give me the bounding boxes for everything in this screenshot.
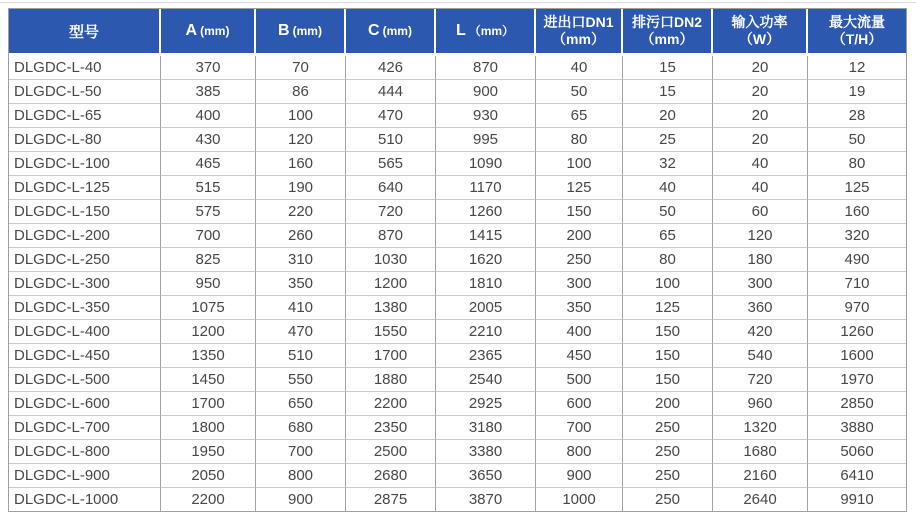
cell-value: 1620: [436, 248, 536, 272]
cell-value: 300: [713, 272, 808, 296]
table-row: [9, 416, 906, 440]
cell-value: 40: [536, 56, 623, 80]
table-row: [9, 320, 906, 344]
cell-value: 50: [536, 80, 623, 104]
header-unit: （mm）: [468, 24, 515, 38]
cell-value: 2365: [436, 344, 536, 368]
header-unit: （T/H）: [831, 31, 883, 47]
cell-value: 420: [713, 320, 808, 344]
cell-value: 360: [713, 296, 808, 320]
table-row: [9, 200, 906, 224]
cell-value: 40: [713, 176, 808, 200]
cell-value: 960: [713, 392, 808, 416]
cell-value: 15: [623, 80, 713, 104]
table-row: [9, 104, 906, 128]
cell-value: 970: [808, 296, 906, 320]
cell-value: 2640: [713, 488, 808, 511]
cell-value: 444: [346, 80, 436, 104]
cell-model: DLGDC-L-500: [9, 368, 161, 392]
cell-value: 3650: [436, 464, 536, 488]
cell-value: 320: [808, 224, 906, 248]
cell-value: 200: [623, 392, 713, 416]
cell-value: 250: [623, 464, 713, 488]
table-row: [9, 248, 906, 272]
cell-value: 510: [346, 128, 436, 152]
cell-value: 2680: [346, 464, 436, 488]
cell-value: 100: [536, 152, 623, 176]
header-label: L: [455, 22, 466, 39]
cell-value: 200: [536, 224, 623, 248]
col-header-a-mm: [161, 9, 256, 56]
table-row: [9, 488, 906, 511]
cell-value: 720: [346, 200, 436, 224]
cell-value: 510: [256, 344, 346, 368]
cell-value: 250: [623, 440, 713, 464]
cell-value: 15: [623, 56, 713, 80]
cell-value: 950: [161, 272, 256, 296]
cell-model: DLGDC-L-50: [9, 80, 161, 104]
table-row: [9, 368, 906, 392]
table-row: [9, 128, 906, 152]
cell-value: 3380: [436, 440, 536, 464]
cell-value: 150: [623, 344, 713, 368]
cell-model: DLGDC-L-350: [9, 296, 161, 320]
cell-value: 995: [436, 128, 536, 152]
cell-value: 1415: [436, 224, 536, 248]
cell-value: 3880: [808, 416, 906, 440]
cell-value: 600: [536, 392, 623, 416]
table-row: [9, 440, 906, 464]
cell-value: 1810: [436, 272, 536, 296]
header-unit: (mm): [292, 24, 322, 38]
cell-value: 700: [256, 440, 346, 464]
cell-value: 3870: [436, 488, 536, 511]
cell-value: 2005: [436, 296, 536, 320]
cell-value: 2200: [346, 392, 436, 416]
table-row: [9, 152, 906, 176]
table-row: [9, 272, 906, 296]
cell-value: 470: [346, 104, 436, 128]
cell-value: 2850: [808, 392, 906, 416]
cell-value: 100: [256, 104, 346, 128]
cell-value: 220: [256, 200, 346, 224]
col-header-drain-dn2: [623, 9, 713, 56]
cell-value: 12: [808, 56, 906, 80]
col-header-model: [9, 9, 161, 56]
header-label: 最大流量: [829, 14, 885, 30]
cell-value: 86: [256, 80, 346, 104]
cell-value: 2500: [346, 440, 436, 464]
cell-value: 400: [161, 104, 256, 128]
cell-value: 410: [256, 296, 346, 320]
cell-value: 20: [713, 56, 808, 80]
cell-value: 400: [536, 320, 623, 344]
cell-value: 565: [346, 152, 436, 176]
cell-value: 1030: [346, 248, 436, 272]
cell-value: 40: [713, 152, 808, 176]
cell-value: 430: [161, 128, 256, 152]
cell-value: 100: [623, 272, 713, 296]
cell-value: 70: [256, 56, 346, 80]
cell-model: DLGDC-L-250: [9, 248, 161, 272]
col-header-input-power: [713, 9, 808, 56]
cell-value: 150: [623, 320, 713, 344]
cell-value: 25: [623, 128, 713, 152]
cell-value: 50: [808, 128, 906, 152]
cell-value: 800: [256, 464, 346, 488]
cell-model: DLGDC-L-700: [9, 416, 161, 440]
cell-value: 370: [161, 56, 256, 80]
cell-model: DLGDC-L-65: [9, 104, 161, 128]
top-divider: [0, 2, 916, 3]
cell-value: 350: [536, 296, 623, 320]
header-label: 输入功率: [731, 14, 788, 30]
cell-value: 20: [623, 104, 713, 128]
cell-value: 80: [808, 152, 906, 176]
cell-value: 350: [256, 272, 346, 296]
header-unit: （mm）: [640, 31, 694, 47]
cell-value: 40: [623, 176, 713, 200]
cell-value: 9910: [808, 488, 906, 511]
table-row: [9, 80, 906, 104]
cell-model: DLGDC-L-1000: [9, 488, 161, 511]
col-header-l-mm: [436, 9, 536, 56]
cell-value: 465: [161, 152, 256, 176]
cell-value: 2050: [161, 464, 256, 488]
cell-value: 160: [256, 152, 346, 176]
cell-value: 125: [623, 296, 713, 320]
cell-value: 900: [536, 464, 623, 488]
cell-value: 1700: [161, 392, 256, 416]
table-row: [9, 344, 906, 368]
cell-value: 125: [536, 176, 623, 200]
cell-value: 1200: [161, 320, 256, 344]
cell-value: 490: [808, 248, 906, 272]
col-header-inlet-outlet-dn1: [536, 9, 623, 56]
cell-model: DLGDC-L-40: [9, 56, 161, 80]
cell-value: 900: [436, 80, 536, 104]
cell-value: 700: [536, 416, 623, 440]
cell-value: 20: [713, 80, 808, 104]
cell-value: 870: [346, 224, 436, 248]
cell-value: 190: [256, 176, 346, 200]
cell-value: 120: [256, 128, 346, 152]
cell-value: 80: [623, 248, 713, 272]
cell-value: 825: [161, 248, 256, 272]
cell-value: 1170: [436, 176, 536, 200]
cell-value: 900: [256, 488, 346, 511]
cell-value: 426: [346, 56, 436, 80]
cell-value: 5060: [808, 440, 906, 464]
table-row: [9, 464, 906, 488]
cell-value: 700: [161, 224, 256, 248]
cell-value: 1970: [808, 368, 906, 392]
cell-value: 1260: [436, 200, 536, 224]
cell-value: 1700: [346, 344, 436, 368]
cell-model: DLGDC-L-100: [9, 152, 161, 176]
cell-value: 640: [346, 176, 436, 200]
cell-value: 515: [161, 176, 256, 200]
cell-value: 1550: [346, 320, 436, 344]
cell-value: 250: [623, 488, 713, 511]
header-label: A: [185, 22, 198, 39]
cell-value: 32: [623, 152, 713, 176]
cell-value: 160: [808, 200, 906, 224]
cell-value: 2160: [713, 464, 808, 488]
cell-value: 20: [713, 104, 808, 128]
cell-value: 300: [536, 272, 623, 296]
cell-value: 65: [536, 104, 623, 128]
cell-value: 575: [161, 200, 256, 224]
table-row: [9, 224, 906, 248]
table-row: [9, 56, 906, 80]
header-label: 进出口DN1: [543, 14, 614, 30]
cell-value: 650: [256, 392, 346, 416]
cell-value: 500: [536, 368, 623, 392]
cell-value: 250: [536, 248, 623, 272]
spec-table-container: [8, 8, 907, 512]
header-unit: （W）: [738, 31, 781, 47]
cell-value: 720: [713, 368, 808, 392]
spec-table: [9, 9, 906, 511]
cell-value: 1090: [436, 152, 536, 176]
cell-value: 65: [623, 224, 713, 248]
cell-value: 1350: [161, 344, 256, 368]
cell-model: DLGDC-L-150: [9, 200, 161, 224]
cell-value: 1075: [161, 296, 256, 320]
cell-value: 710: [808, 272, 906, 296]
cell-value: 680: [256, 416, 346, 440]
cell-value: 150: [623, 368, 713, 392]
cell-value: 450: [536, 344, 623, 368]
header-label: 型号: [68, 23, 99, 41]
cell-value: 1800: [161, 416, 256, 440]
cell-value: 2200: [161, 488, 256, 511]
cell-model: DLGDC-L-300: [9, 272, 161, 296]
cell-value: 2925: [436, 392, 536, 416]
cell-model: DLGDC-L-80: [9, 128, 161, 152]
cell-value: 1880: [346, 368, 436, 392]
cell-value: 1680: [713, 440, 808, 464]
header-label: B: [278, 22, 290, 39]
cell-value: 80: [536, 128, 623, 152]
cell-value: 125: [808, 176, 906, 200]
cell-value: 260: [256, 224, 346, 248]
cell-model: DLGDC-L-450: [9, 344, 161, 368]
cell-value: 470: [256, 320, 346, 344]
cell-model: DLGDC-L-800: [9, 440, 161, 464]
col-header-b-mm: [256, 9, 346, 56]
cell-value: 20: [713, 128, 808, 152]
cell-value: 800: [536, 440, 623, 464]
cell-value: 60: [713, 200, 808, 224]
cell-value: 2540: [436, 368, 536, 392]
cell-value: 250: [623, 416, 713, 440]
cell-value: 1200: [346, 272, 436, 296]
col-header-c-mm: [346, 9, 436, 56]
col-header-max-flow: [808, 9, 906, 56]
cell-value: 1320: [713, 416, 808, 440]
cell-value: 120: [713, 224, 808, 248]
table-row: [9, 296, 906, 320]
table-row: [9, 176, 906, 200]
cell-value: 385: [161, 80, 256, 104]
cell-value: 6410: [808, 464, 906, 488]
cell-value: 2875: [346, 488, 436, 511]
cell-value: 19: [808, 80, 906, 104]
cell-model: DLGDC-L-125: [9, 176, 161, 200]
spec-table-header-row: [9, 9, 906, 56]
cell-value: 1380: [346, 296, 436, 320]
cell-value: 1950: [161, 440, 256, 464]
header-unit: (mm): [382, 24, 412, 38]
cell-model: DLGDC-L-600: [9, 392, 161, 416]
header-label: 排污口DN2: [631, 14, 702, 30]
cell-value: 1000: [536, 488, 623, 511]
cell-value: 2210: [436, 320, 536, 344]
cell-value: 3180: [436, 416, 536, 440]
cell-value: 930: [436, 104, 536, 128]
table-row: [9, 392, 906, 416]
cell-model: DLGDC-L-900: [9, 464, 161, 488]
spec-table-body: [9, 56, 906, 511]
cell-model: DLGDC-L-200: [9, 224, 161, 248]
cell-value: 550: [256, 368, 346, 392]
header-label: C: [368, 22, 380, 39]
cell-value: 2350: [346, 416, 436, 440]
cell-value: 28: [808, 104, 906, 128]
cell-value: 180: [713, 248, 808, 272]
header-unit: (mm): [200, 24, 230, 38]
cell-value: 870: [436, 56, 536, 80]
cell-value: 1450: [161, 368, 256, 392]
cell-value: 1600: [808, 344, 906, 368]
cell-value: 50: [623, 200, 713, 224]
cell-model: DLGDC-L-400: [9, 320, 161, 344]
header-unit: （mm）: [552, 31, 605, 47]
cell-value: 310: [256, 248, 346, 272]
cell-value: 150: [536, 200, 623, 224]
cell-value: 540: [713, 344, 808, 368]
cell-value: 1260: [808, 320, 906, 344]
